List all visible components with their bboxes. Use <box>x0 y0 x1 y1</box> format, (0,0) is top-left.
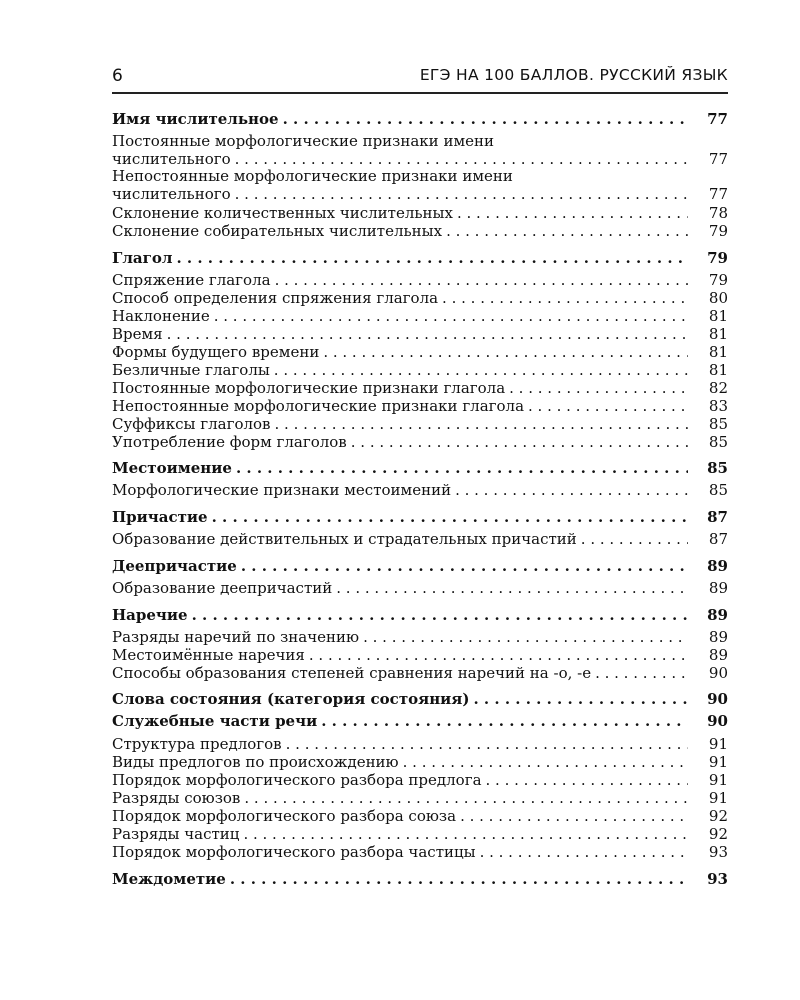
toc-entry-title: Наречие <box>112 606 188 624</box>
toc-entry-title-line: Непостоянные морфологические признаки имени <box>112 167 513 185</box>
toc-entry-line <box>112 204 728 222</box>
toc-entry-line <box>112 753 728 771</box>
toc-entry-title: Образование деепричастий <box>112 579 333 597</box>
toc-section-entry <box>112 557 728 575</box>
toc-entry-page: 91 <box>708 735 728 753</box>
dot-leader <box>309 646 688 664</box>
toc-entry <box>112 289 728 307</box>
dot-leader <box>236 459 688 477</box>
toc-entry <box>112 753 728 771</box>
toc-entry-line <box>112 361 728 379</box>
toc-entry-title: Наклонение <box>112 307 210 325</box>
toc-entry-line <box>112 664 728 682</box>
toc-entry-title: Глагол <box>112 249 173 267</box>
toc-entry <box>112 664 728 682</box>
toc-entry-page: 82 <box>708 379 728 397</box>
toc-entry-line <box>112 307 728 325</box>
toc-entry-line <box>112 557 728 575</box>
toc-entry-title: Местоимение <box>112 459 232 477</box>
toc-entry-page: 92 <box>708 825 728 843</box>
toc-entry <box>112 361 728 379</box>
toc-entry-title: Разряды частиц <box>112 825 240 843</box>
toc-entry <box>112 481 728 499</box>
toc-entry-line <box>112 508 728 526</box>
toc-entry-page: 87 <box>707 508 728 526</box>
toc-entry-line <box>112 249 728 267</box>
toc-entry-title: Способы образования степеней сравнения наречий на -о, -е <box>112 664 592 682</box>
toc-entry-page: 93 <box>707 870 728 888</box>
toc-entry-title: Порядок морфологического разбора союза <box>112 807 457 825</box>
running-title: ЕГЭ НА 100 БАЛЛОВ. РУССКИЙ ЯЗЫК <box>419 66 728 84</box>
toc-entry-page: 90 <box>707 690 728 708</box>
toc-entry <box>112 771 728 789</box>
toc-entry-page: 89 <box>708 646 728 664</box>
toc-entry-page: 85 <box>707 459 728 477</box>
toc-entry-line <box>112 481 728 499</box>
toc-entry-title: Употребление форм глаголов <box>112 433 347 451</box>
toc-entry-line <box>112 825 728 843</box>
toc-entry-page: 92 <box>708 807 728 825</box>
dot-leader <box>283 110 688 128</box>
dot-leader <box>363 628 688 646</box>
toc-entry-page: 85 <box>708 433 728 451</box>
dot-leader <box>581 530 688 548</box>
toc-entry-line <box>112 712 728 730</box>
toc-section-entry <box>112 606 728 624</box>
toc-entry-line <box>112 415 728 433</box>
dot-leader <box>460 807 688 825</box>
toc-entry-page: 85 <box>708 415 728 433</box>
toc-entry-line <box>112 343 728 361</box>
toc-entry-title: Склонение собирательных числительных <box>112 222 443 240</box>
toc-section-entry <box>112 712 728 730</box>
toc-entry-title: числительного <box>112 185 231 203</box>
dot-leader <box>455 481 688 499</box>
dot-leader <box>473 690 688 708</box>
toc-entry <box>112 628 728 646</box>
toc-entry-line <box>112 289 728 307</box>
toc-entry-title: Виды предлогов по происхождению <box>112 753 399 771</box>
toc-entry-line <box>112 150 728 168</box>
dot-leader <box>321 712 688 730</box>
toc-entry-title: Структура предлогов <box>112 735 282 753</box>
toc-entry <box>112 271 728 289</box>
toc-entry-title: Суффиксы глаголов <box>112 415 271 433</box>
dot-leader <box>528 397 688 415</box>
dot-leader <box>595 664 688 682</box>
toc-entry-line <box>112 646 728 664</box>
toc-entry <box>112 415 728 433</box>
toc-section-entry <box>112 110 728 128</box>
toc-entry-line <box>112 579 728 597</box>
toc-entry-title: Разряды союзов <box>112 789 241 807</box>
toc-entry-line <box>112 271 728 289</box>
toc-entry-page: 81 <box>708 307 728 325</box>
toc-entry <box>112 530 728 548</box>
toc-entry <box>112 843 728 861</box>
toc-entry-page: 79 <box>708 222 728 240</box>
toc-entry-title: Порядок морфологического разбора предлога <box>112 771 482 789</box>
toc-entry <box>112 825 728 843</box>
toc-entry <box>112 204 728 222</box>
toc-entry-page: 81 <box>708 325 728 343</box>
toc-entry-line <box>112 459 728 477</box>
dot-leader <box>486 771 688 789</box>
toc-entry-title: Формы будущего времени <box>112 343 320 361</box>
toc-entry-line <box>112 870 728 888</box>
toc-entry-line <box>112 789 728 807</box>
toc-entry <box>112 789 728 807</box>
toc-entry <box>112 579 728 597</box>
toc-entry <box>112 307 728 325</box>
dot-leader <box>274 361 688 379</box>
toc-entry-page: 89 <box>708 628 728 646</box>
toc-section-entry <box>112 459 728 477</box>
dot-leader <box>509 379 688 397</box>
page-number: 6 <box>112 66 123 86</box>
toc-entry-line <box>112 397 728 415</box>
toc-section-entry <box>112 508 728 526</box>
toc-entry-line <box>112 325 728 343</box>
toc-entry-page: 91 <box>708 771 728 789</box>
toc-entry-page: 79 <box>707 249 728 267</box>
dot-leader <box>214 307 688 325</box>
toc-entry-page: 77 <box>708 150 728 168</box>
toc-entry-line <box>112 110 728 128</box>
dot-leader <box>351 433 688 451</box>
toc-entry-line <box>112 771 728 789</box>
toc-entry-line <box>112 735 728 753</box>
toc-entry-page: 80 <box>708 289 728 307</box>
toc-entry-page: 89 <box>707 606 728 624</box>
dot-leader <box>286 735 688 753</box>
toc-entry <box>112 807 728 825</box>
toc-entry <box>112 167 728 203</box>
toc-entry-page: 93 <box>708 843 728 861</box>
toc-entry-line <box>112 379 728 397</box>
toc-entry <box>112 735 728 753</box>
toc-entry-title: Причастие <box>112 508 208 526</box>
toc-entry-title: Междометие <box>112 870 226 888</box>
toc-entry-page: 78 <box>708 204 728 222</box>
toc-entry-title: Время <box>112 325 163 343</box>
toc-entry-title: Склонение количественных числительных <box>112 204 453 222</box>
toc-section-entry <box>112 690 728 708</box>
dot-leader <box>336 579 688 597</box>
toc-entry-page: 91 <box>708 753 728 771</box>
toc-entry <box>112 132 728 168</box>
dot-leader <box>176 249 688 267</box>
dot-leader <box>244 789 688 807</box>
dot-leader <box>323 343 688 361</box>
toc-entry-title: Непостоянные морфологические признаки глагола <box>112 397 525 415</box>
toc-entry-title: Разряды наречий по значению <box>112 628 360 646</box>
toc-entry-page: 77 <box>708 185 728 203</box>
dot-leader <box>442 289 688 307</box>
dot-leader <box>275 415 689 433</box>
toc-section-entry <box>112 249 728 267</box>
dot-leader <box>243 825 688 843</box>
toc-entry-title: Постоянные морфологические признаки глагола <box>112 379 506 397</box>
toc-entry-line <box>112 606 728 624</box>
toc-entry <box>112 433 728 451</box>
toc-entry <box>112 646 728 664</box>
toc-entry-title: Служебные части речи <box>112 712 318 730</box>
toc-entry-title: Морфологические признаки местоимений <box>112 481 452 499</box>
toc-entry-page: 91 <box>708 789 728 807</box>
dot-leader <box>480 843 688 861</box>
toc-entry-line <box>112 807 728 825</box>
toc-entry-line <box>112 185 728 203</box>
toc-entry-title: числительного <box>112 150 231 168</box>
toc-entry-line <box>112 690 728 708</box>
dot-leader <box>230 870 688 888</box>
toc-entry-page: 90 <box>707 712 728 730</box>
dot-leader <box>235 150 688 168</box>
toc-entry-page: 77 <box>707 110 728 128</box>
toc-entry-title: Образование действительных и страдательных причастий <box>112 530 577 548</box>
toc-entry-title-line: Постоянные морфологические признаки имени <box>112 132 494 150</box>
toc-entry-line <box>112 433 728 451</box>
toc-entry-page: 81 <box>708 343 728 361</box>
toc-entry-line <box>112 222 728 240</box>
toc-entry-title: Местоимённые наречия <box>112 646 305 664</box>
toc-entry-page: 79 <box>708 271 728 289</box>
page-header <box>112 66 728 90</box>
toc-section-entry <box>112 870 728 888</box>
dot-leader <box>212 508 688 526</box>
toc-entry-line <box>112 530 728 548</box>
toc-entry-title: Порядок морфологического разбора частицы <box>112 843 476 861</box>
toc-entry <box>112 397 728 415</box>
toc-entry <box>112 325 728 343</box>
toc-entry <box>112 343 728 361</box>
dot-leader <box>446 222 688 240</box>
toc-entry-line <box>112 843 728 861</box>
toc-entry-title: Слова состояния (категория состояния) <box>112 690 470 708</box>
toc-entry-page: 90 <box>708 664 728 682</box>
dot-leader <box>275 271 688 289</box>
toc-entry-page: 83 <box>708 397 728 415</box>
toc-entry-title: Способ определения спряжения глагола <box>112 289 439 307</box>
toc-entry <box>112 379 728 397</box>
toc-entry-page: 81 <box>708 361 728 379</box>
header-rule <box>112 92 728 94</box>
dot-leader <box>192 606 688 624</box>
toc-entry-title: Деепричастие <box>112 557 237 575</box>
dot-leader <box>403 753 688 771</box>
toc-entry-title: Спряжение глагола <box>112 271 271 289</box>
toc-entry-title: Имя числительное <box>112 110 279 128</box>
toc-entry-page: 89 <box>708 579 728 597</box>
toc-entry <box>112 222 728 240</box>
toc-entry-page: 89 <box>707 557 728 575</box>
toc-entry-page: 87 <box>708 530 728 548</box>
toc-entry-title: Безличные глаголы <box>112 361 270 379</box>
toc-entry-page: 85 <box>708 481 728 499</box>
dot-leader <box>457 204 688 222</box>
dot-leader <box>235 185 688 203</box>
toc-entry-line <box>112 628 728 646</box>
dot-leader <box>241 557 688 575</box>
dot-leader <box>167 325 688 343</box>
